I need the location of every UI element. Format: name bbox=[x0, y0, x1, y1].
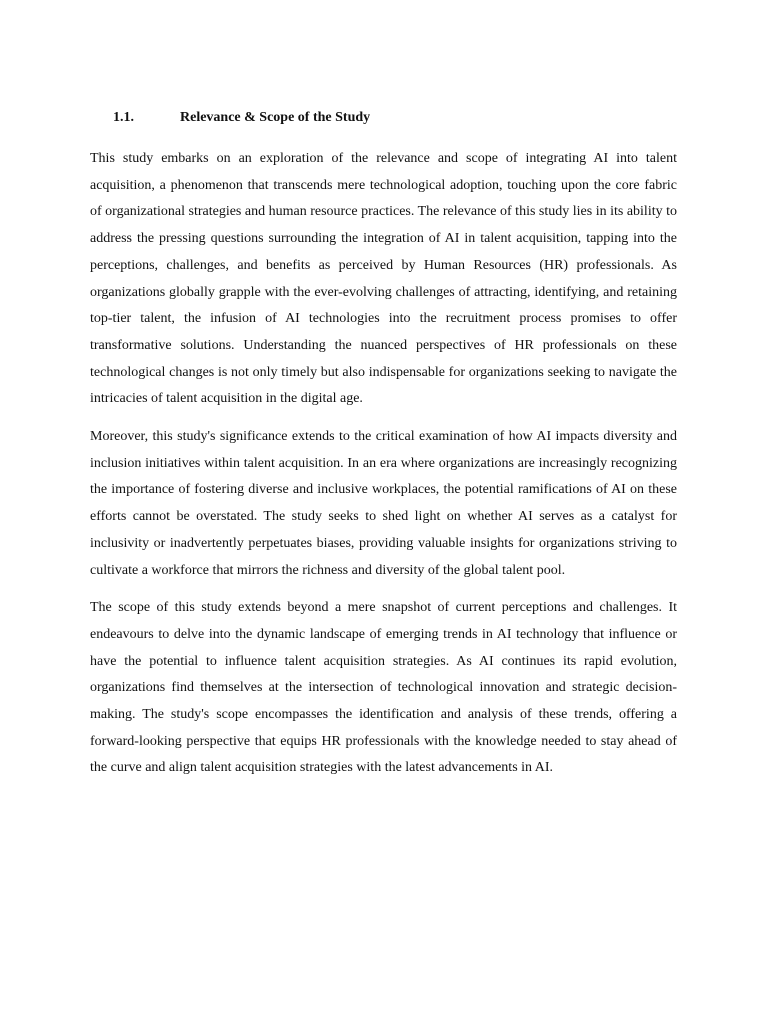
document-page bbox=[90, 108, 677, 793]
paragraph-diversity: Moreover, this study's significance extends to the critical examination of how AI impacts diversity and inclusion initiatives within talent acquisition. In an era where organizations are increasingly recognizing the importance of fostering diverse and inclusive workplaces, the potential ramifications of AI on these efforts cannot be overstated. The study seeks to shed light on whether AI serves as a catalyst for inclusivity or inadvertently perpetuates biases, providing valuable insights for organizations striving to cultivate a workforce that mirrors the richness and diversity of the global talent pool. bbox=[90, 429, 677, 578]
paragraph-scope: The scope of this study extends beyond a mere snapshot of current perceptions and challenges. It endeavours to delve into the dynamic landscape of emerging trends in AI technology that influence or have the potential to influence talent acquisition strategies. As AI continues its rapid evolution, organizations find themselves at the intersection of technological innovation and strategic decision-making. The study's scope encompasses the identification and analysis of these trends, offering a forward-looking perspective that equips HR professionals with the knowledge needed to stay ahead of the curve and align talent acquisition strategies with the latest advancements in AI. bbox=[90, 600, 677, 776]
section-heading bbox=[90, 108, 677, 128]
section-number: 1.1. bbox=[113, 110, 134, 125]
section-title: Relevance & Scope of the Study bbox=[180, 110, 371, 125]
paragraph-relevance: This study embarks on an exploration of the relevance and scope of integrating AI into talent acquisition, a phenomenon that transcends mere technological adoption, touching upon the core fabric of organizational strategies and human resource practices. The relevance of this study lies in its ability to address the pressing questions surrounding the integration of AI in talent acquisition, tapping into the perceptions, challenges, and benefits as perceived by Human Resources (HR) professionals. As organizations globally grapple with the ever-evolving challenges of attracting, identifying, and retaining top-tier talent, the infusion of AI technologies into the recruitment process promises to offer transformative solutions. Understanding the nuanced perspectives of HR professionals on these technological changes is not only timely but also indispensable for organizations seeking to navigate the intricacies of talent acquisition in the digital age. bbox=[90, 151, 677, 407]
